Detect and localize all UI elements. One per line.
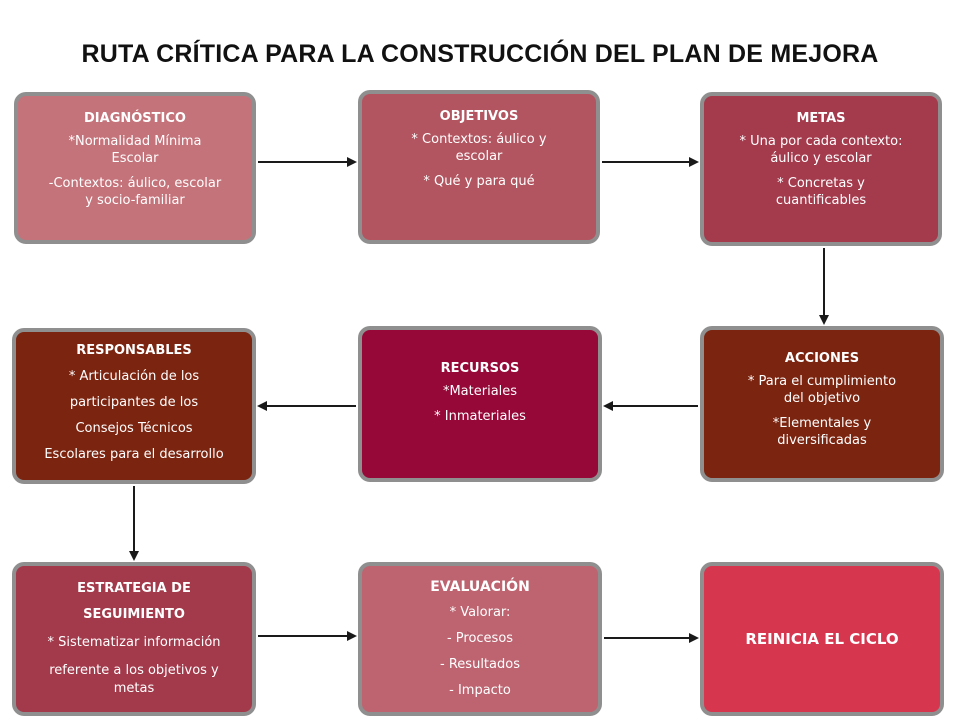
box-line: * Qué y para qué [423, 174, 535, 189]
box-line: escolar [455, 149, 503, 164]
box-line: Escolares para el desarrollo [44, 447, 224, 462]
box-line: - Impacto [449, 683, 511, 698]
diagram-title: RUTA CRÍTICA PARA LA CONSTRUCCIÓN DEL PLAN DE MEJORA [81, 40, 879, 68]
box-line: -Contextos: áulico, escolar [48, 176, 222, 191]
box-line: del objetivo [783, 391, 861, 406]
box-heading: RESPONSABLES [76, 343, 192, 358]
box-heading: ESTRATEGIA DE [77, 581, 191, 596]
box-line: Consejos Técnicos [75, 421, 193, 436]
box-line: Escolar [111, 151, 159, 166]
box-heading: REINICIA EL CICLO [745, 629, 899, 648]
box-heading: DIAGNÓSTICO [84, 111, 186, 126]
box-line: * Valorar: [449, 605, 511, 620]
box-line: *Normalidad Mínima [68, 134, 202, 149]
box-line: referente a los objetivos y [49, 663, 219, 678]
box-line: diversificadas [777, 433, 867, 448]
box-line: *Materiales [442, 384, 518, 399]
box-line: * Sistematizar información [47, 635, 221, 650]
box-heading: OBJETIVOS [439, 109, 519, 124]
box-heading: EVALUACIÓN [430, 579, 530, 595]
box-line: - Resultados [440, 657, 520, 672]
box-heading: METAS [796, 111, 846, 126]
box-line: participantes de los [69, 395, 199, 410]
box-line: metas [113, 681, 155, 696]
box-line: * Inmateriales [434, 409, 526, 424]
box-line: * Concretas y [777, 176, 865, 191]
box-line: y socio-familiar [85, 193, 185, 208]
box-heading: RECURSOS [440, 361, 520, 376]
box-line: áulico y escolar [770, 151, 872, 166]
box-line: * Contextos: áulico y [411, 132, 547, 147]
box-heading: SEGUIMIENTO [83, 607, 185, 622]
box-heading: ACCIONES [784, 351, 860, 366]
box-line: *Elementales y [772, 416, 872, 431]
box-line: * Para el cumplimiento [747, 374, 897, 389]
box-line: * Una por cada contexto: [739, 134, 903, 149]
box-line: * Articulación de los [68, 369, 200, 384]
box-line: - Procesos [446, 631, 514, 646]
box-line: cuantificables [775, 193, 867, 208]
